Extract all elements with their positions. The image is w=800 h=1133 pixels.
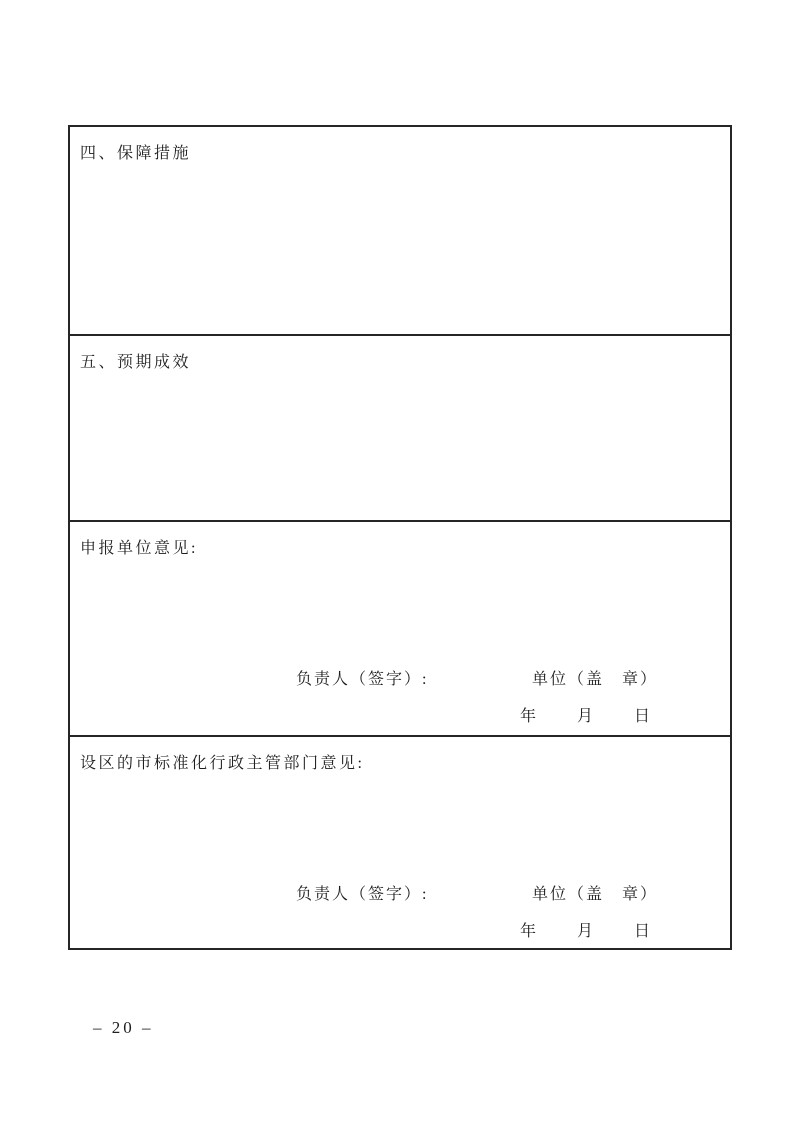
section-expected-results (70, 336, 730, 522)
application-form-table (68, 125, 732, 950)
section-5-content-area (70, 376, 730, 520)
municipal-unit-seal-label: 单位（盖 章） (532, 886, 659, 903)
section-5-label: 五、预期成效 (80, 354, 192, 371)
municipal-date-month: 月 (577, 923, 594, 940)
applicant-date-line (520, 703, 650, 726)
section-4-content-area (70, 167, 730, 334)
municipal-date-year: 年 (520, 923, 537, 940)
applicant-unit-seal-label: 单位（盖 章） (532, 671, 659, 688)
applicant-date-month: 月 (577, 708, 594, 725)
section-safeguard-measures (70, 127, 730, 336)
municipal-signer-label: 负责人（签字）: (296, 886, 429, 903)
applicant-date-day: 日 (634, 708, 651, 725)
municipal-date-day: 日 (634, 923, 651, 940)
section-municipal-dept-opinion (70, 737, 730, 948)
section-applicant-opinion (70, 522, 730, 737)
section-4-label: 四、保障措施 (80, 145, 192, 162)
applicant-signer-label: 负责人（签字）: (296, 671, 429, 688)
municipal-dept-opinion-label: 设区的市标准化行政主管部门意见: (80, 755, 365, 772)
page-number: – 20 – (93, 1018, 154, 1037)
applicant-date-year: 年 (520, 708, 537, 725)
applicant-opinion-label: 申报单位意见: (80, 540, 198, 557)
municipal-date-line (520, 918, 650, 941)
